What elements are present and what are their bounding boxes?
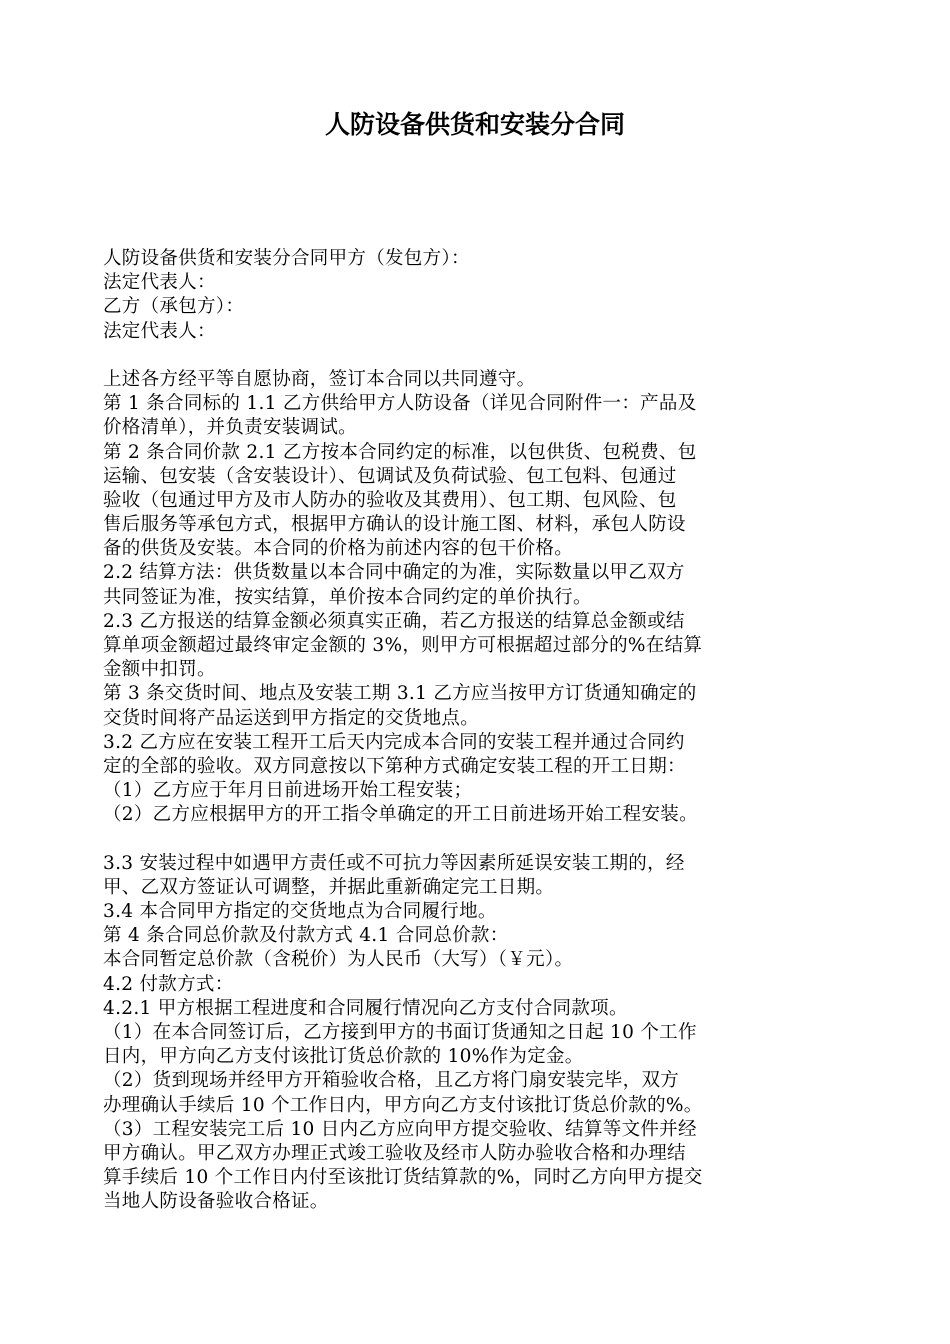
text-line: （3）工程安装完工后 10 日内乙方应向甲方提交验收、结算等文件并经 xyxy=(103,1118,697,1140)
text-line: 2.3 乙方报送的结算金额必须真实正确，若乙方报送的结算总金额或结 xyxy=(103,610,685,632)
text-line: 定的全部的验收。双方同意按以下第种方式确定安装工程的开工日期： xyxy=(103,755,686,777)
text-line: 日内，甲方向乙方支付该批订货总价款的 10%作为定金。 xyxy=(103,1046,584,1068)
text-line: 算单项金额超过最终审定金额的 3%，则甲方可根据超过部分的%在结算 xyxy=(103,635,703,656)
text-line: 3.3 安装过程中如遇甲方责任或不可抗力等因素所延误安装工期的，经 xyxy=(103,852,685,874)
text-line: 4.2 付款方式： xyxy=(103,973,234,995)
text-line: 乙方（承包方）： xyxy=(103,296,245,318)
text-line: 验收（包通过甲方及市人防办的验收及其费用）、包工期、包风险、包 xyxy=(103,489,677,511)
text-line: 3.2 乙方应在安装工程开工后天内完成本合同的安装工程并通过合同约 xyxy=(103,731,685,753)
text-line: 第 3 条交货时间、地点及安装工期 3.1 乙方应当按甲方订货通知确定的 xyxy=(103,683,697,705)
text-line: 甲、乙双方签证认可调整，并据此重新确定完工日期。 xyxy=(103,876,555,898)
text-line: 4.2.1 甲方根据工程进度和合同履行情况向乙方支付合同款项。 xyxy=(103,997,628,1019)
text-line: （1）在本合同签订后，乙方接到甲方的书面订货通知之日起 10 个工作 xyxy=(103,1022,697,1043)
text-line: 当地人防设备验收合格证。 xyxy=(103,1191,329,1213)
text-line: （2）乙方应根据甲方的开工指令单确定的开工日前进场开始工程安装。 xyxy=(103,804,698,826)
text-line: 金额中扣罚。 xyxy=(103,659,216,681)
text-line: 甲方确认。甲乙双方办理正式竣工验收及经市人防办验收合格和办理结 xyxy=(103,1142,686,1164)
text-line: 交货时间将产品运送到甲方指定的交货地点。 xyxy=(103,707,480,729)
text-line: （1）乙方应于年月日前进场开始工程安装； xyxy=(103,780,473,802)
text-line: 3.4 本合同甲方指定的交货地点为合同履行地。 xyxy=(103,901,497,923)
text-line: 售后服务等承包方式，根据甲方确认的设计施工图、材料，承包人防设 xyxy=(103,514,686,536)
text-line: 第 2 条合同价款 2.1 乙方按本合同约定的标准，以包供货、包税费、包 xyxy=(103,441,697,463)
text-line: 法定代表人： xyxy=(103,272,216,294)
text-line: 共同签证为准，按实结算，单价按本合同约定的单价执行。 xyxy=(103,586,592,608)
text-line: 办理确认手续后 10 个工作日内，甲方向乙方支付该批订货总价款的%。 xyxy=(103,1094,703,1116)
text-line: （2）货到现场并经甲方开箱验收合格，且乙方将门扇安装完毕，双方 xyxy=(103,1070,680,1092)
document-title: 人防设备供货和安装分合同 xyxy=(324,110,625,139)
text-line: 价格清单），并负责安装调试。 xyxy=(103,417,357,439)
text-line: 备的供货及安装。本合同的价格为前述内容的包干价格。 xyxy=(103,538,574,560)
blank-line xyxy=(103,344,873,368)
text-line: 本合同暂定总价款（含税价）为人民币（大写）（￥元）。 xyxy=(103,949,574,971)
text-line: 人防设备供货和安装分合同甲方（发包方）： xyxy=(103,248,470,269)
text-line: 算手续后 10 个工作日内付至该批订货结算款的%，同时乙方向甲方提交 xyxy=(103,1167,703,1189)
text-line: 运输、包安装（含安装设计）、包调试及负荷试验、包工包料、包通过 xyxy=(103,465,677,487)
text-line: 第 4 条合同总价款及付款方式 4.1 合同总价款： xyxy=(103,925,509,947)
text-line: 2.2 结算方法：供货数量以本合同中确定的为准，实际数量以甲乙双方 xyxy=(103,562,685,584)
text-line: 上述各方经平等自愿协商，签订本合同以共同遵守。 xyxy=(103,368,536,390)
blank-line xyxy=(103,828,873,852)
text-line: 第 1 条合同标的 1.1 乙方供给甲方人防设备（详见合同附件一：产品及 xyxy=(103,393,697,415)
text-line: 法定代表人： xyxy=(103,320,216,342)
document-body xyxy=(103,247,873,1215)
